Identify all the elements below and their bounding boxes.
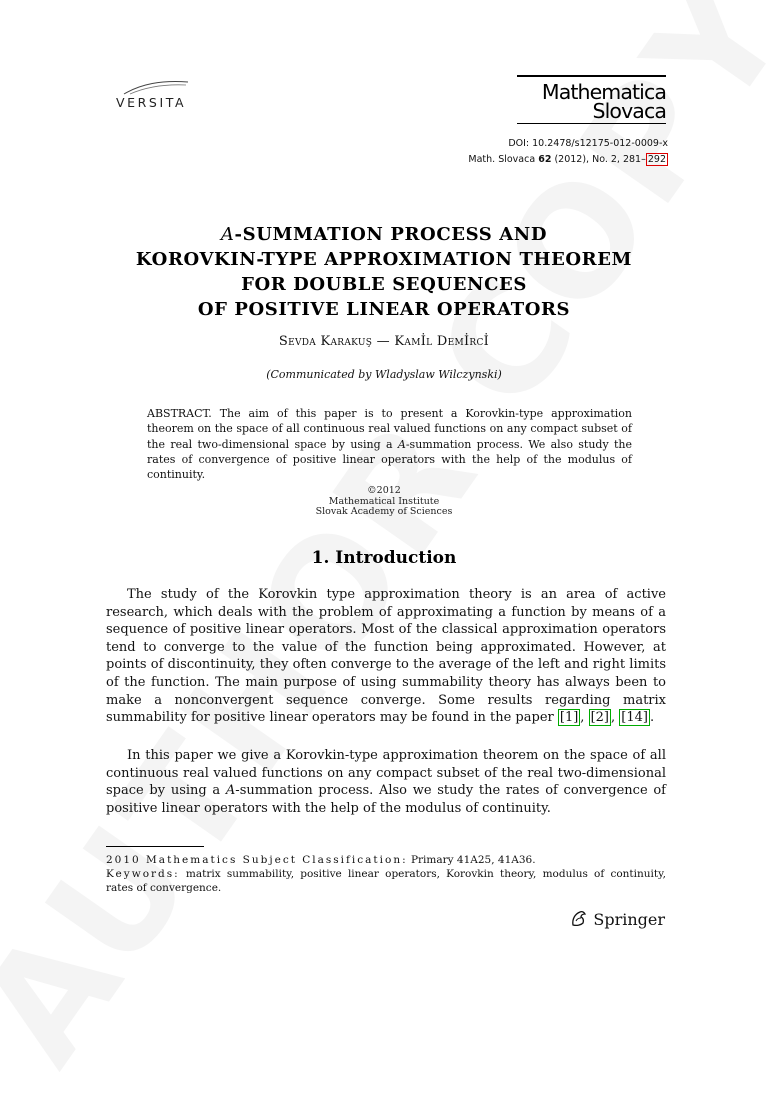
- versita-logo-text: VERSITA: [116, 95, 187, 110]
- journal-name-line1: Mathematica: [541, 80, 666, 104]
- intro-p1-body: The study of the Korovkin type approximation theory is an area of active research, which deals with the problem of approximating a function by means of a sequence of positive linear operators. Most of the classical approximation operators tend to converge to the value of the function being approximated. However, at points of discontinuity, they often converge to the average of the left and right limits of the function. The main purpose of using summability theory has always been to make a nonconvergent sequence converge. Some results regarding matrix summability for positive linear operators may be found in the paper: [106, 587, 666, 726]
- authors: Sevda Karakuş — Kamİl Demİrcİ: [278, 334, 490, 349]
- intro-paragraph-1: [106, 586, 666, 727]
- msc-label: 2010 Mathematics Subject Classification:: [106, 854, 408, 866]
- intro-paragraph-2: [106, 747, 666, 817]
- journal-masthead: [517, 75, 666, 124]
- communicated-by: (Communicated by Wladyslaw Wilczynski): [266, 368, 502, 381]
- year-issue-pages: (2012), No. 2, 281–: [554, 154, 646, 165]
- intro-p1-end: .: [649, 710, 655, 726]
- title-line-1: [104, 222, 664, 247]
- volume-number: 62: [538, 154, 552, 165]
- intro-p2-symbol: A: [225, 783, 236, 799]
- intro-paragraph-2-text: [106, 747, 666, 817]
- footnotes: [106, 853, 666, 895]
- title-line-2: KOROVKIN-TYPE APPROXIMATION THEOREM: [135, 249, 633, 270]
- citation-link-14[interactable]: [14]: [621, 710, 648, 726]
- journal-abbr: Math. Slovaca: [468, 154, 536, 165]
- cite-sep-1: ,: [580, 710, 589, 726]
- title-line-3: FOR DOUBLE SEQUENCES: [241, 274, 527, 295]
- copyright-notice: [104, 486, 664, 518]
- abstract: [147, 406, 632, 482]
- journal-name-line2: Slovaca: [592, 99, 666, 123]
- keywords-footnote: [106, 867, 666, 895]
- abstract-text-1: The aim of this paper is to present a Korovkin-type approximation theorem on the space of all continuous real valued functions on any compact subset of the real two-dimensional space by using a: [147, 407, 632, 451]
- intro-p2-body-1: In this paper we give a Korovkin-type approximation theorem on the space of all continuous real valued functions on any compact subset of the real two-dimensional space by using a: [106, 748, 666, 799]
- title-line-4: OF POSITIVE LINEAR OPERATORS: [197, 299, 571, 320]
- versita-logo: [116, 78, 196, 114]
- abstract-symbol: A: [397, 437, 406, 451]
- copyright-academy: Slovak Academy of Sciences: [315, 506, 453, 517]
- copyright-year: ©2012: [367, 485, 401, 496]
- citation-link-1[interactable]: [1]: [559, 710, 579, 726]
- springer-logo: [569, 909, 665, 929]
- msc-footnote: [106, 853, 666, 867]
- citation-line: [468, 154, 668, 165]
- abstract-label: ABSTRACT.: [147, 407, 212, 420]
- springer-horse-icon: [569, 909, 589, 929]
- msc-value: Primary 41A25, 41A36.: [410, 854, 536, 866]
- title-calligraphic-a: A: [220, 224, 235, 245]
- journal-name: [517, 77, 666, 121]
- keywords-label: Keywords:: [106, 868, 180, 880]
- copyright-institute: Mathematical Institute: [328, 495, 440, 507]
- abstract-text-2: -summation process. We also study the rates of convergence of positive linear operators with the help of the modulus of continuity.: [147, 437, 632, 482]
- doi-line: DOI: 10.2478/s12175-012-0009-x: [508, 138, 668, 149]
- citation-link-2[interactable]: [2]: [590, 710, 609, 726]
- intro-p2-body-2: -summation process. Also we study the rates of convergence of positive linear operators with the help of the modulus of continuity.: [106, 783, 666, 816]
- last-page-link[interactable]: 292: [647, 154, 666, 165]
- cite-sep-2: ,: [610, 710, 620, 726]
- paper-title: [104, 222, 664, 322]
- section-heading-introduction: 1. Introduction: [311, 548, 457, 568]
- footnote-rule: [106, 846, 204, 847]
- title-line-1-text: -SUMMATION PROCESS AND: [234, 224, 548, 245]
- keywords-value: matrix summability, positive linear operators, Korovkin theory, modulus of continuity, rates of convergence.: [106, 868, 666, 894]
- springer-logo-text: Springer: [593, 909, 665, 929]
- masthead-bottom-rule: [517, 123, 666, 124]
- intro-paragraph-1-text: [106, 586, 666, 727]
